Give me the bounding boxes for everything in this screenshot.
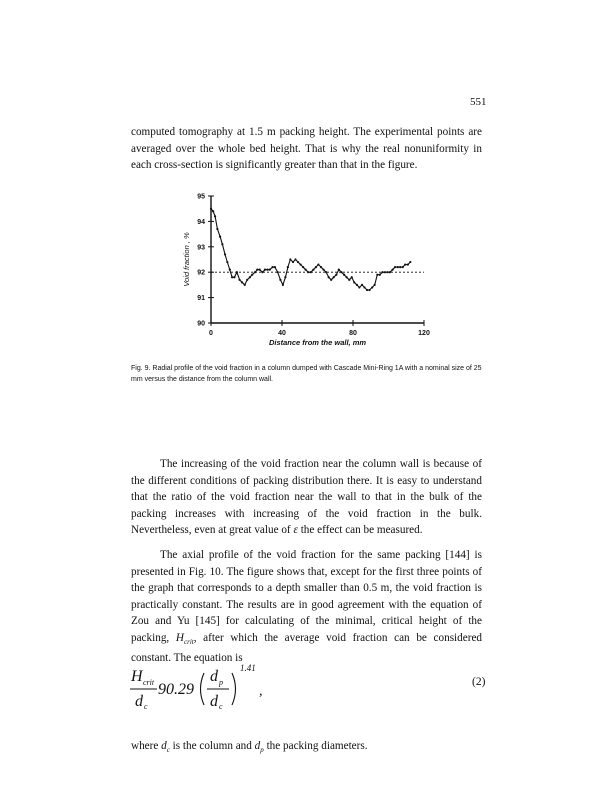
eq-exponent: 1.41 bbox=[240, 663, 256, 673]
data-point bbox=[226, 261, 228, 263]
eq-coefficient: 90.29 bbox=[158, 681, 194, 698]
data-point bbox=[292, 261, 294, 263]
data-point bbox=[404, 263, 406, 265]
data-point bbox=[312, 269, 314, 271]
where-dc-sub: c bbox=[166, 746, 170, 755]
data-point bbox=[402, 266, 404, 268]
epsilon-symbol: ε bbox=[293, 524, 298, 536]
data-point bbox=[284, 276, 286, 278]
eq-inner-numerator: d bbox=[210, 668, 218, 685]
y-tick-label: 94 bbox=[197, 218, 205, 226]
data-point bbox=[210, 208, 212, 210]
equation-2 bbox=[127, 658, 487, 718]
data-point bbox=[241, 281, 243, 283]
x-axis-label: Distance from the wall, mm bbox=[268, 338, 367, 347]
x-tick-label: 0 bbox=[209, 330, 213, 337]
data-point bbox=[269, 269, 271, 271]
data-point bbox=[305, 269, 307, 271]
data-point bbox=[282, 284, 284, 286]
data-point bbox=[256, 269, 258, 271]
paragraph-axial-text-a: The axial profile of the void fraction for the same packing [144] is presented in Fig. 10. The figure shows that, except for the first three points of the graph that corresponds to a depth smaller than 0.5 m, the void fraction is practically constant. The results are in good agreement with the equation of Zou and Yu [145] for calculating of the minimal, critical height of the packing, bbox=[131, 549, 482, 644]
data-point bbox=[399, 266, 401, 268]
y-tick-label: 95 bbox=[197, 193, 205, 201]
data-point bbox=[244, 284, 246, 286]
data-point bbox=[351, 276, 353, 278]
data-point bbox=[233, 276, 235, 278]
data-point bbox=[391, 269, 393, 271]
data-point bbox=[397, 266, 399, 268]
data-point bbox=[238, 279, 240, 281]
paragraph-axial-profile bbox=[131, 547, 482, 667]
data-point bbox=[251, 274, 253, 276]
data-point bbox=[325, 271, 327, 273]
where-clause bbox=[131, 740, 368, 754]
x-tick-label: 40 bbox=[278, 330, 286, 337]
where-text-1: where bbox=[131, 740, 162, 752]
data-point bbox=[212, 210, 214, 212]
data-point bbox=[363, 286, 365, 288]
eq-inner-numerator-sub: p bbox=[219, 678, 223, 687]
data-point bbox=[289, 258, 291, 260]
data-point bbox=[279, 279, 281, 281]
y-tick-label: 92 bbox=[197, 269, 205, 277]
data-point bbox=[409, 261, 411, 263]
data-point bbox=[320, 266, 322, 268]
data-point bbox=[335, 274, 337, 276]
paragraph-intro: computed tomography at 1.5 m packing height. The experimental points are averaged over the whole bed height. That is why the real nonuniformity in each cross-section is significantly greater than that in the figure. bbox=[131, 126, 482, 171]
data-point bbox=[317, 263, 319, 265]
data-point bbox=[297, 261, 299, 263]
data-point bbox=[307, 271, 309, 273]
y-tick-label: 90 bbox=[197, 320, 205, 328]
data-point bbox=[266, 269, 268, 271]
data-point bbox=[407, 263, 409, 265]
h-crit-symbol: H bbox=[175, 631, 184, 644]
data-point bbox=[376, 274, 378, 276]
data-point bbox=[287, 266, 289, 268]
data-point bbox=[300, 263, 302, 265]
page-number: 551 bbox=[470, 96, 487, 108]
data-point bbox=[338, 269, 340, 271]
paragraph-wall-effect-text-a: The increasing of the void fraction near the column wall is because of the different conditions of packing distribution there. It is easy to understand that the ratio of the void fraction near the wall to that in the bulk of the packing increases with increasing of the void fraction in the bulk. Nevertheless, even at great value of bbox=[131, 458, 482, 536]
series-line bbox=[211, 209, 410, 290]
x-tick-label: 80 bbox=[349, 330, 357, 337]
data-point bbox=[384, 271, 386, 273]
eq-inner-denominator: d bbox=[210, 693, 218, 710]
data-point bbox=[274, 266, 276, 268]
data-point bbox=[294, 258, 296, 260]
data-point bbox=[236, 271, 238, 273]
data-point bbox=[389, 271, 391, 273]
eq-lhs-denominator-sub: c bbox=[144, 702, 148, 711]
x-tick-label: 120 bbox=[418, 330, 430, 337]
data-point bbox=[322, 269, 324, 271]
data-point bbox=[264, 269, 266, 271]
data-point bbox=[271, 266, 273, 268]
data-point bbox=[353, 281, 355, 283]
data-point bbox=[229, 269, 231, 271]
where-dp-sub: p bbox=[260, 746, 264, 755]
equation-number: (2) bbox=[472, 676, 486, 688]
paragraph-axial-text-b: , after which the average void fraction can be considered constant. The equation is bbox=[131, 631, 482, 665]
where-text-3: the packing diameters. bbox=[263, 740, 368, 752]
data-point bbox=[216, 228, 218, 230]
paragraph-wall-effect bbox=[131, 456, 482, 539]
data-point bbox=[356, 284, 358, 286]
data-point bbox=[366, 289, 368, 291]
data-point bbox=[358, 286, 360, 288]
data-point bbox=[249, 276, 251, 278]
data-point bbox=[214, 215, 216, 217]
data-point bbox=[343, 274, 345, 276]
data-point bbox=[340, 271, 342, 273]
eq-lhs-denominator: d bbox=[135, 693, 143, 710]
data-point bbox=[277, 271, 279, 273]
data-point bbox=[330, 279, 332, 281]
data-point bbox=[348, 279, 350, 281]
eq-right-paren bbox=[232, 673, 236, 705]
data-point bbox=[379, 274, 381, 276]
y-axis-label: Void fraction , % bbox=[182, 232, 191, 287]
eq-lhs-numerator-sub: crit bbox=[143, 678, 155, 687]
data-point bbox=[224, 253, 226, 255]
where-text-2: is the column and bbox=[169, 740, 255, 752]
figure-caption: Fig. 9. Radial profile of the void fraction in a column dumped with Cascade Mini-Ring 1A with a nominal size of 25 mm versus the distance from the column wall. bbox=[131, 365, 482, 383]
data-point bbox=[346, 276, 348, 278]
h-crit-subscript: crit bbox=[183, 637, 194, 646]
data-point bbox=[315, 266, 317, 268]
data-point bbox=[302, 266, 304, 268]
data-point bbox=[371, 286, 373, 288]
data-point bbox=[219, 236, 221, 238]
data-point bbox=[394, 266, 396, 268]
paragraph-wall-effect-text-b: the effect can be measured. bbox=[297, 524, 423, 536]
data-point bbox=[333, 276, 335, 278]
data-point bbox=[386, 271, 388, 273]
eq-inner-denominator-sub: c bbox=[219, 702, 223, 711]
data-point bbox=[246, 279, 248, 281]
where-dc-symbol: d bbox=[161, 740, 167, 752]
data-point bbox=[221, 243, 223, 245]
data-point bbox=[261, 271, 263, 273]
data-point bbox=[259, 269, 261, 271]
data-point bbox=[374, 284, 376, 286]
void-fraction-chart bbox=[180, 188, 440, 348]
data-point bbox=[254, 271, 256, 273]
data-point bbox=[361, 284, 363, 286]
data-point bbox=[368, 289, 370, 291]
eq-trailing-comma: , bbox=[259, 684, 263, 699]
data-point bbox=[381, 271, 383, 273]
data-point bbox=[231, 276, 233, 278]
eq-left-paren bbox=[201, 673, 205, 705]
eq-lhs-numerator: H bbox=[131, 668, 143, 685]
where-dp-symbol: d bbox=[254, 740, 261, 752]
data-point bbox=[328, 276, 330, 278]
y-tick-label: 93 bbox=[197, 244, 205, 252]
y-tick-label: 91 bbox=[197, 295, 205, 303]
data-point bbox=[310, 271, 312, 273]
